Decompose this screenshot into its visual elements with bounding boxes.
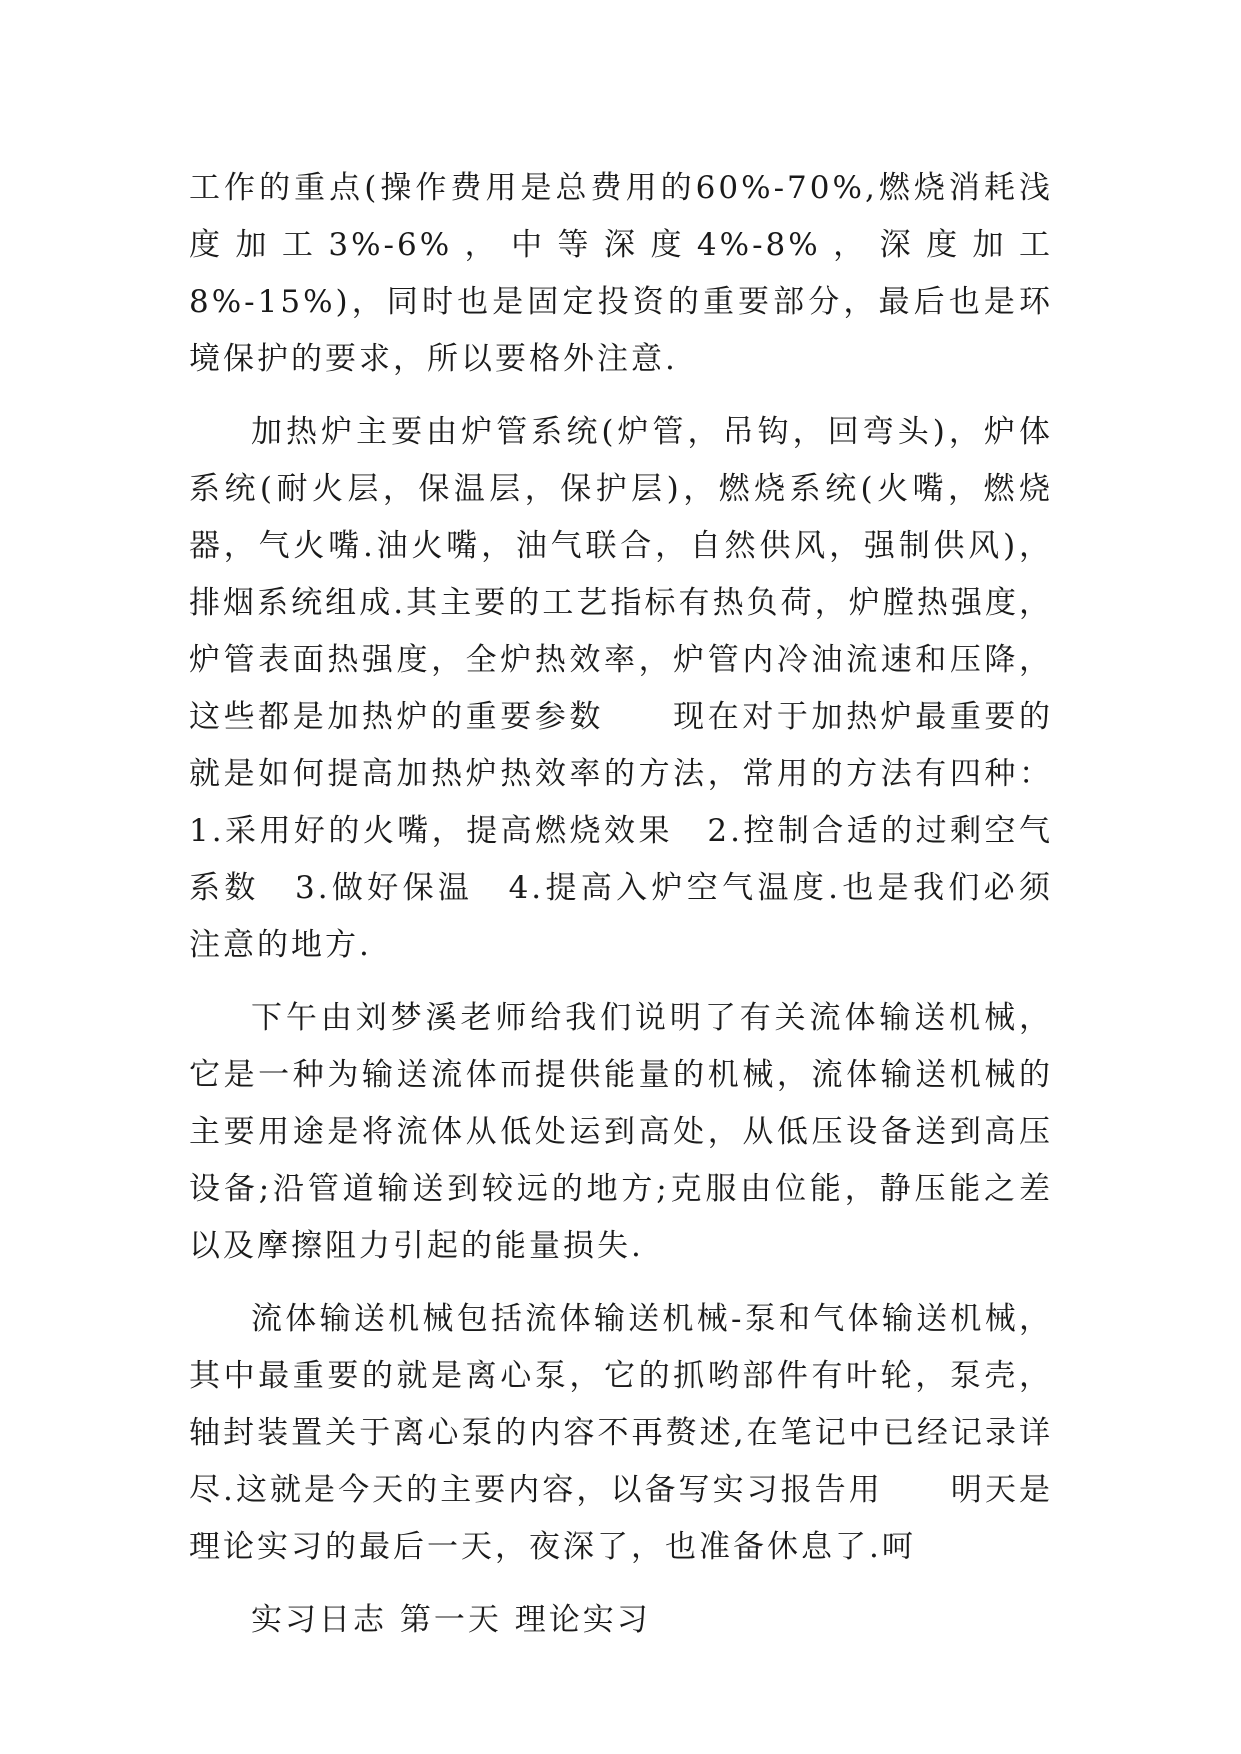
paragraph-4: 流体输送机械包括流体输送机械-泵和气体输送机械，其中最重要的就是离心泵，它的抓哟部件有叶轮，泵壳，轴封装置关于离心泵的内容不再赘述,在笔记中已经记录详尽.这就是今天的主要内容，以备写实习报告用 明天是理论实习的最后一天，夜深了，也准备休息了.呵 [189,1301,1053,1565]
paragraph-5: 实习日志 第一天 理论实习 [251,1602,651,1638]
document-body [189,160,1053,1649]
paragraph-3: 下午由刘梦溪老师给我们说明了有关流体输送机械，它是一种为输送流体而提供能量的机械，流体输送机械的主要用途是将流体从低处运到高处，从低压设备送到高压设备;沿管道输送到较远的地方;克服由位能，静压能之差以及摩擦阻力引起的能量损失. [189,1000,1053,1264]
paragraph-1: 工作的重点(操作费用是总费用的60%-70%,燃烧消耗浅度加工3%-6%，中等深度4%-8%，深度加工8%-15%)，同时也是固定投资的重要部分，最后也是环境保护的要求，所以要格外注意. [189,170,1053,377]
paragraph-2: 加热炉主要由炉管系统(炉管，吊钩，回弯头)，炉体系统(耐火层，保温层，保护层)，燃烧系统(火嘴，燃烧器，气火嘴.油火嘴，油气联合，自然供风，强制供风)，排烟系统组成.其主要的工艺指标有热负荷，炉膛热强度，炉管表面热强度，全炉热效率，炉管内冷油流速和压降，这些都是加热炉的重要参数 现在对于加热炉最重要的就是如何提高加热炉热效率的方法，常用的方法有四种：1.采用好的火嘴，提高燃烧效果 2.控制合适的过剩空气系数 3.做好保温 4.提高入炉空气温度.也是我们必须注意的地方. [189,414,1053,963]
